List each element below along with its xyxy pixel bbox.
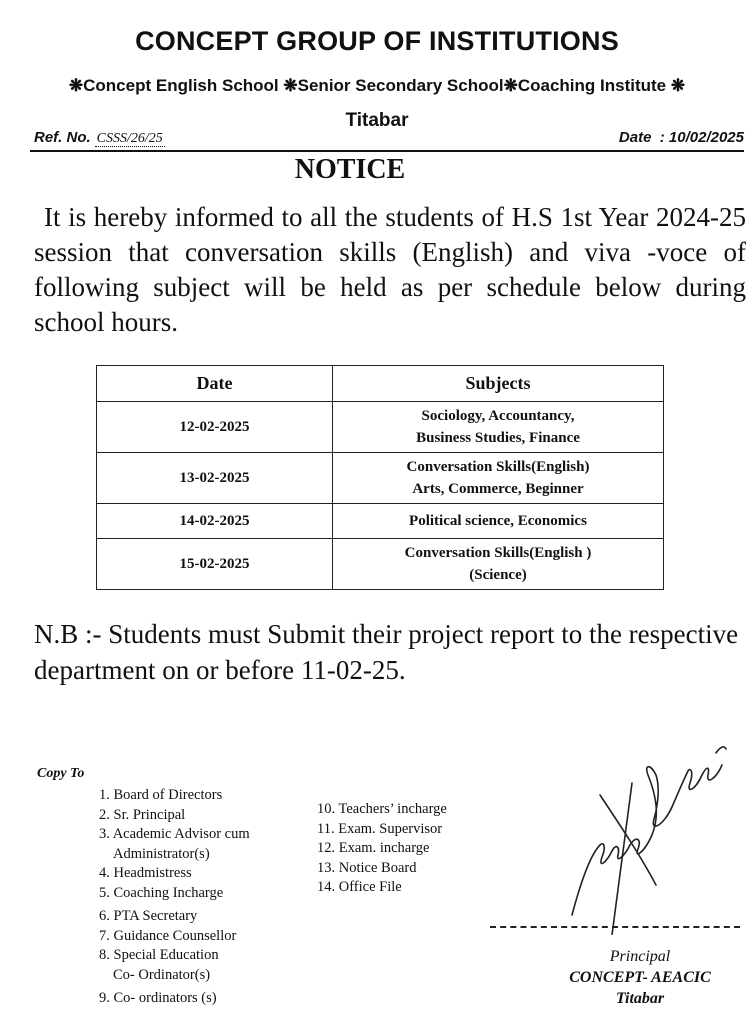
notice-body bbox=[34, 200, 746, 340]
schools-line bbox=[0, 76, 754, 96]
copy-to-list-1 bbox=[99, 786, 250, 1009]
ref-number bbox=[34, 129, 165, 147]
schedule-table bbox=[96, 365, 664, 590]
column-header-subjects: Subjects bbox=[333, 366, 664, 402]
list-item: 11. Exam. Supervisor bbox=[317, 820, 443, 837]
notice-body-text: It is hereby informed to all the students of H.S 1st Year 2024-25 session that conversation skills (English) and viva -voce of following subject will be held as per schedule below during school hours. bbox=[34, 202, 746, 337]
schedule-date: 15-02-2025 bbox=[97, 539, 333, 590]
signatory-org: CONCEPT- AEACIC bbox=[569, 969, 711, 986]
subject-line: Business Studies, Finance bbox=[416, 430, 580, 446]
header-divider bbox=[30, 150, 744, 152]
list-item: 4. Headmistress bbox=[99, 865, 192, 881]
list-item: 3. Academic Advisor cum bbox=[99, 826, 250, 842]
subject-line: (Science) bbox=[469, 567, 527, 583]
school-name: Senior Secondary School bbox=[297, 76, 504, 95]
notice-date: Date : 10/02/2025 bbox=[618, 129, 744, 146]
school-name: Coaching Institute bbox=[517, 76, 667, 95]
table-row bbox=[97, 402, 664, 453]
signature-line bbox=[490, 926, 740, 928]
notice-title: NOTICE bbox=[294, 154, 406, 185]
asterisk-icon: ❋ bbox=[283, 76, 298, 95]
schedule-date: 12-02-2025 bbox=[97, 402, 333, 453]
asterisk-icon: ❋ bbox=[670, 76, 686, 95]
date-value: 10/02/2025 bbox=[668, 129, 744, 146]
list-item: Co- Ordinator(s) bbox=[113, 966, 211, 983]
column-header-date: Date bbox=[97, 366, 333, 402]
asterisk-icon: ❋ bbox=[503, 76, 518, 95]
schedule-date: 13-02-2025 bbox=[97, 453, 333, 504]
ref-label: Ref. No. bbox=[34, 129, 91, 146]
list-item: 12. Exam. incharge bbox=[317, 840, 430, 856]
subject-line: Conversation Skills(English) bbox=[406, 459, 590, 475]
list-item: 1. Board of Directors bbox=[99, 787, 223, 803]
school-name: Concept English School bbox=[83, 76, 279, 95]
list-item: 5. Coaching Incharge bbox=[99, 884, 224, 901]
table-header-row bbox=[97, 366, 664, 402]
schedule-subjects bbox=[333, 453, 664, 504]
subject-line: Conversation Skills(English ) bbox=[404, 545, 592, 561]
schedule-subjects bbox=[333, 402, 664, 453]
signatory-title: Principal bbox=[609, 948, 671, 965]
asterisk-icon: ❋ bbox=[68, 76, 84, 95]
handwritten-signature bbox=[560, 735, 750, 935]
header-place: Titabar bbox=[345, 110, 409, 131]
list-item: Administrator(s) bbox=[113, 845, 210, 862]
list-item: 8. Special Education bbox=[99, 947, 219, 963]
schedule-subjects bbox=[333, 504, 664, 539]
nb-note: N.B :- Students must Submit their project report to the respective department on or before 11-02-25. bbox=[34, 619, 739, 685]
list-item: 13. Notice Board bbox=[317, 859, 417, 876]
table-row bbox=[97, 453, 664, 504]
ref-value: CSSS/26/25 bbox=[96, 131, 163, 146]
copy-to-label: Copy To bbox=[37, 766, 85, 781]
signatory-place: Titabar bbox=[615, 990, 665, 1007]
subject-line: Arts, Commerce, Beginner bbox=[412, 481, 584, 497]
list-item: 10. Teachers’ incharge bbox=[317, 801, 447, 817]
subject-line: Sociology, Accountancy, bbox=[421, 408, 575, 424]
list-item: 6. PTA Secretary bbox=[99, 908, 198, 924]
list-item: 7. Guidance Counsellor bbox=[99, 927, 237, 944]
signatory-block bbox=[540, 946, 740, 1009]
schedule-date: 14-02-2025 bbox=[97, 504, 333, 539]
list-item: 2. Sr. Principal bbox=[99, 806, 186, 823]
date-label: Date bbox=[618, 129, 652, 146]
table-row bbox=[97, 504, 664, 539]
copy-to-list-2 bbox=[317, 800, 447, 898]
schedule-subjects bbox=[333, 539, 664, 590]
list-item: 9. Co- ordinators (s) bbox=[99, 990, 217, 1006]
list-item: 14. Office File bbox=[317, 879, 402, 895]
org-title: CONCEPT GROUP OF INSTITUTIONS bbox=[135, 26, 619, 56]
subject-line: Political science, Economics bbox=[409, 512, 587, 529]
table-row bbox=[97, 539, 664, 590]
